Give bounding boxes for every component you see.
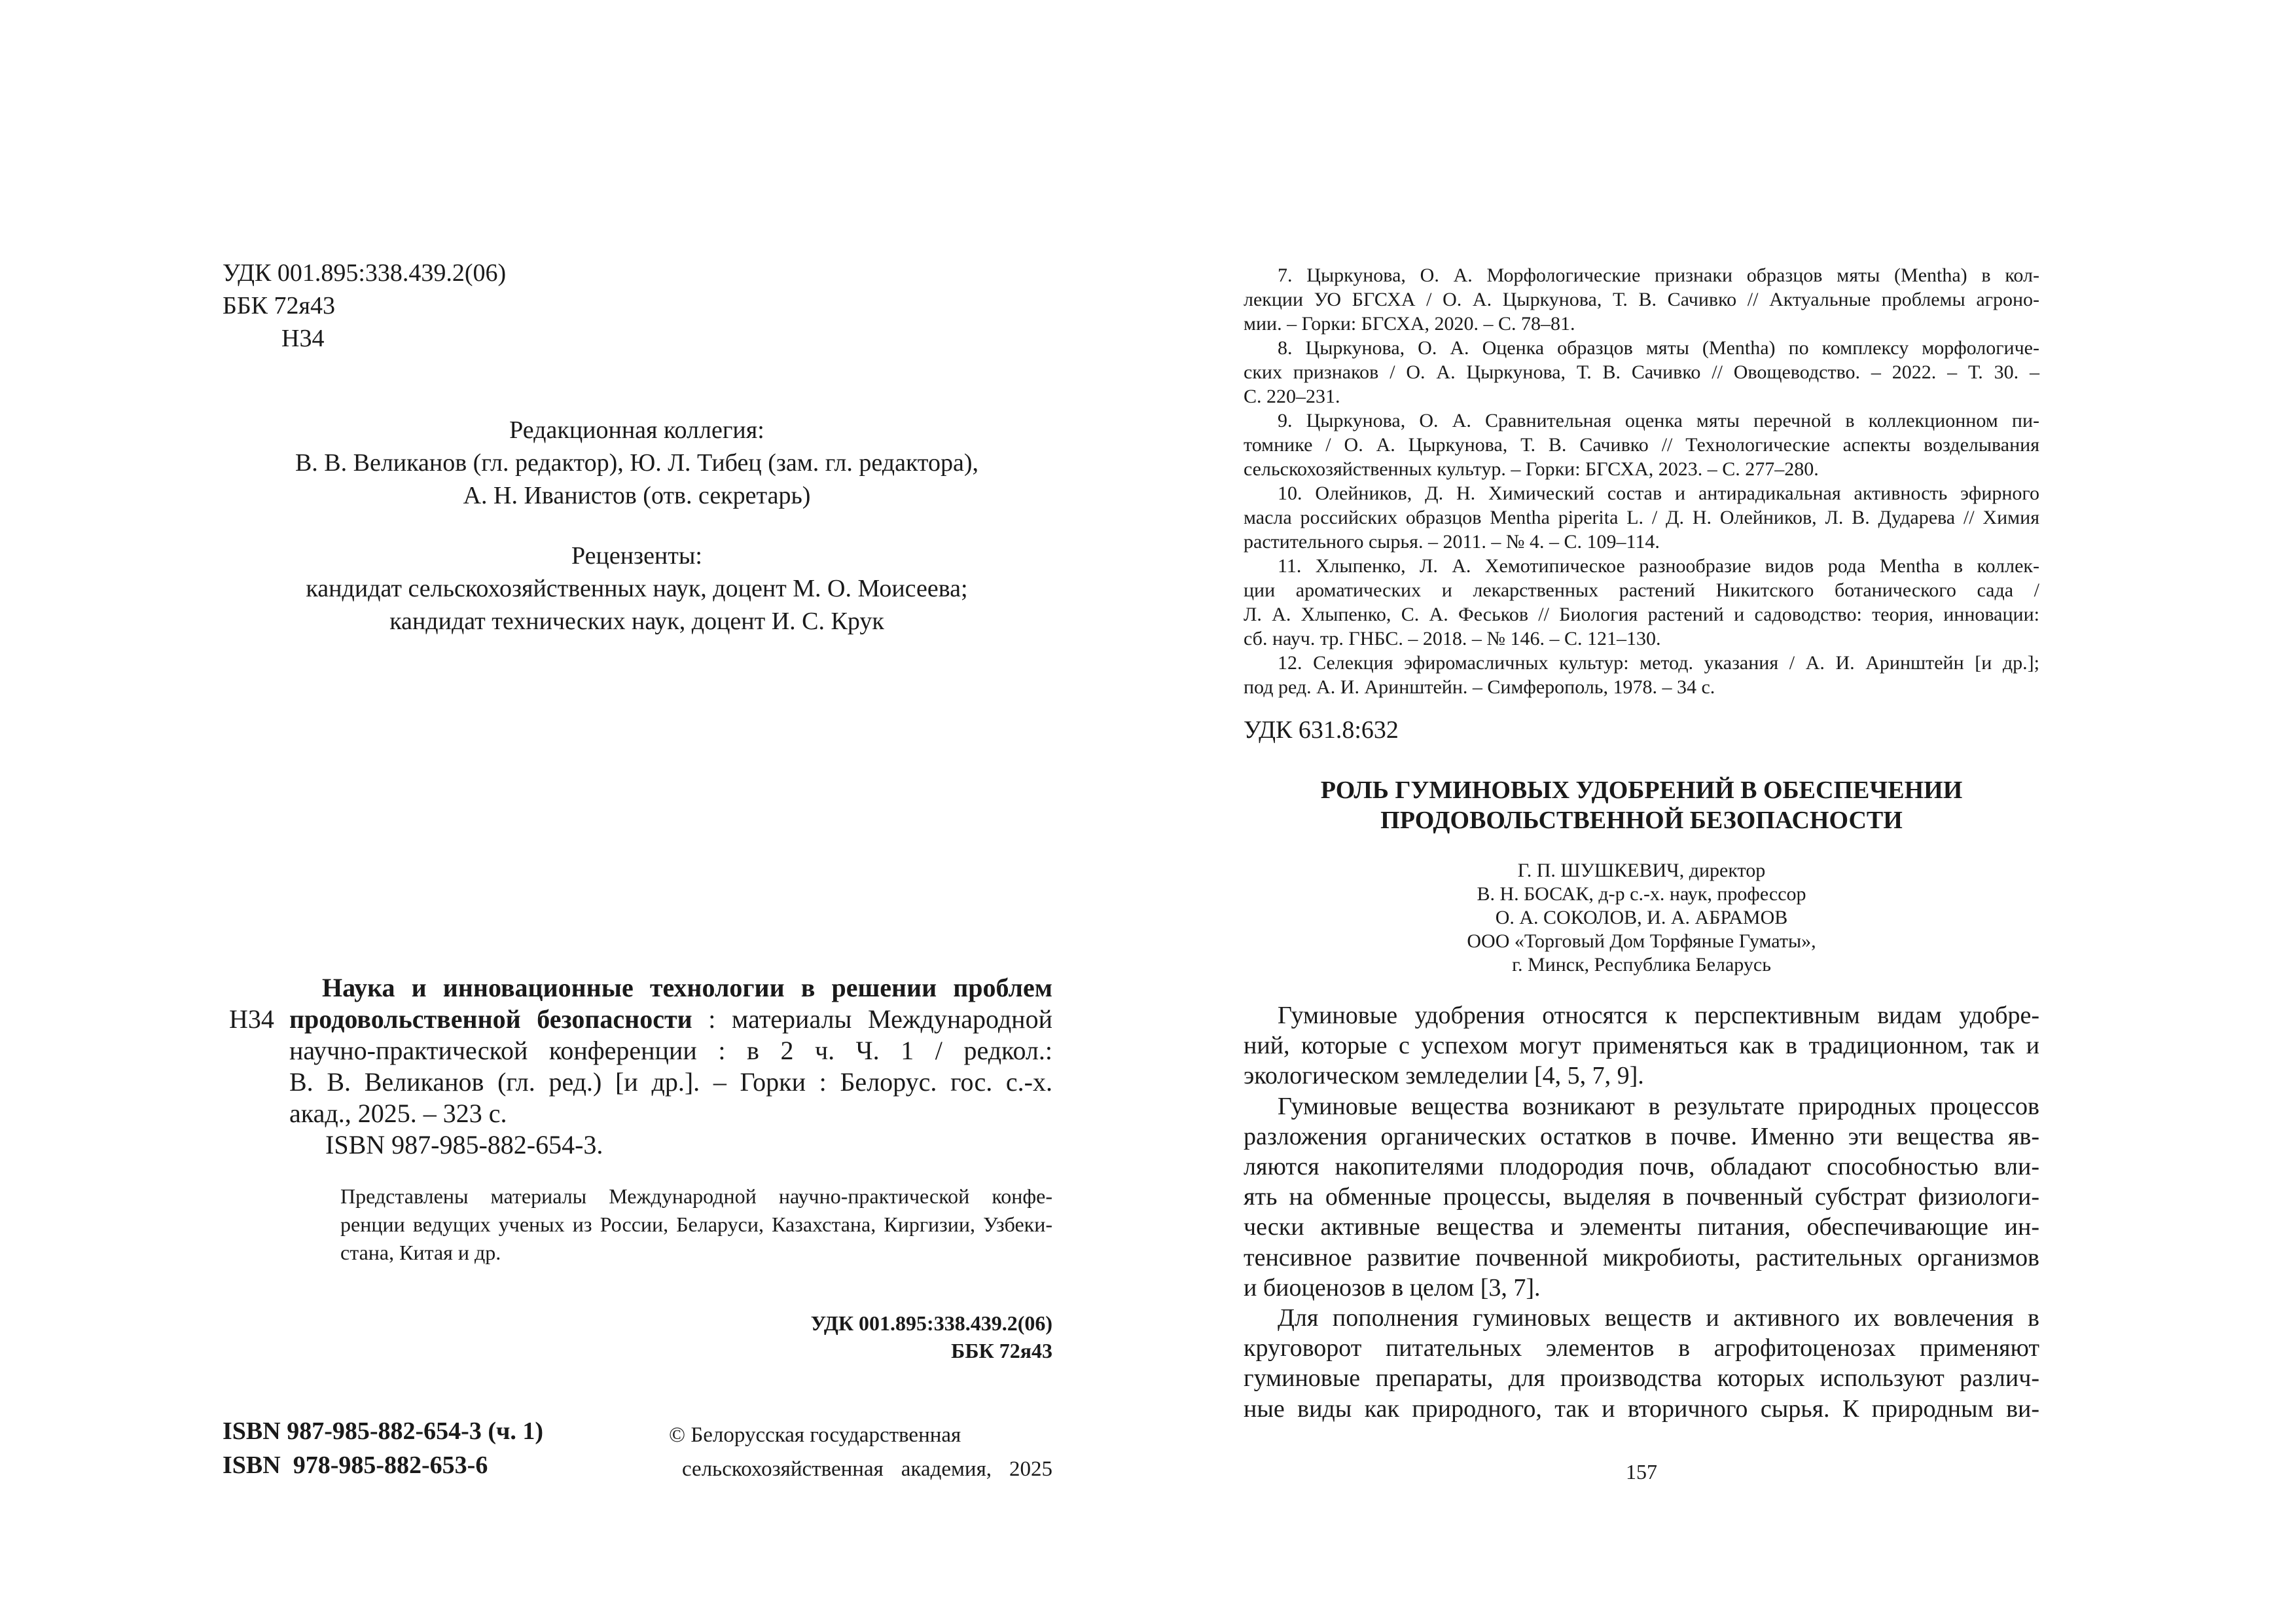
author-line: О. А. СОКОЛОВ, И. А. АБРАМОВ bbox=[1495, 907, 1788, 928]
reference-line: сельскохозяйственных культур. – Горки: БГСХА, 2023. – С. 277–280. bbox=[1244, 458, 1819, 480]
page-number: 157 bbox=[1626, 1460, 1657, 1484]
body-line: ний, которые с успехом могут применяться как в традиционном, так и bbox=[1244, 1032, 2039, 1060]
author-role: , д-р с.-х. наук, профессор bbox=[1588, 883, 1806, 905]
copyright-line: сельскохозяйственная академия, 2025 bbox=[682, 1457, 1052, 1481]
author-line bbox=[1244, 859, 2039, 883]
board-line: А. Н. Иванистов (отв. секретарь) bbox=[463, 482, 811, 509]
article-authors bbox=[1244, 859, 2039, 977]
reference-line: 9. Цыркунова, О. А. Сравнительная оценка мяты перечной в коллекционном пи- bbox=[1278, 410, 2039, 431]
annotation-line: стана, Китая и др. bbox=[340, 1241, 501, 1264]
reference-line: 8. Цыркунова, О. А. Оценка образцов мяты (Mentha) по комплексу морфологиче- bbox=[1278, 337, 2039, 359]
article-body bbox=[1244, 1000, 2039, 1424]
author-mark: Н34 bbox=[281, 325, 325, 352]
annotation-line: Представлены материалы Международной научно-практической конфе- bbox=[340, 1184, 1052, 1208]
reference-line: лекции УО БГСХА / О. А. Цыркунова, Т. В. Сачивко // Актуальные проблемы агроно- bbox=[1244, 289, 2039, 310]
article-udk: УДК 631.8:632 bbox=[1244, 716, 1399, 744]
copyright-line: © Белорусская государственная bbox=[669, 1423, 961, 1447]
body-line: чески активные вещества и элементы питания, обеспечивающие ин- bbox=[1244, 1213, 2039, 1241]
annotation-line: ренции ведущих ученых из России, Беларуси, Казахстана, Киргизии, Узбеки- bbox=[340, 1213, 1052, 1236]
copyright bbox=[669, 1418, 1052, 1486]
reference-line: под ред. А. И. Аринштейн. – Симферополь, 1978. – 34 с. bbox=[1244, 676, 1715, 698]
entry-line: В. В. Великанов (гл. ред.) [и др.]. – Горки : Белорус. гос. с.-х. bbox=[289, 1067, 1052, 1097]
body-line: гуминовые препараты, для производства которых используют различ- bbox=[1244, 1364, 2039, 1393]
reviewers-heading: Рецензенты: bbox=[571, 542, 702, 570]
article-title-line: РОЛЬ ГУМИНОВЫХ УДОБРЕНИЙ В ОБЕСПЕЧЕНИИ bbox=[1320, 776, 1963, 804]
reviewer-line: кандидат технических наук, доцент И. С. Крук bbox=[389, 608, 884, 635]
author-affiliation: ООО «Торговый Дом Торфяные Гуматы», bbox=[1467, 930, 1816, 952]
board-line: В. В. Великанов (гл. редактор), Ю. Л. Тибец (зам. гл. редактора), bbox=[295, 449, 979, 477]
body-line: круговорот питательных элементов в агрофитоценозах применяют bbox=[1244, 1334, 2039, 1362]
reference-line: 12. Селекция эфиромасличных культур: метод. указания / А. И. Аринштейн [и др.]; bbox=[1278, 652, 2039, 674]
reference-line: мии. – Горки: БГСХА, 2020. – С. 78–81. bbox=[1244, 313, 1575, 335]
author-city: г. Минск, Республика Беларусь bbox=[1512, 954, 1771, 976]
bbk-code-bottom: ББК 72я43 bbox=[951, 1339, 1052, 1362]
reference-item bbox=[1244, 651, 2039, 699]
reference-line: 11. Хлыпенко, Л. А. Хемотипическое разнообразие видов рода Mentha в коллек- bbox=[1278, 555, 2039, 577]
udk-code: УДК 001.895:338.439.2(06) bbox=[223, 259, 507, 287]
body-line: ные виды как природного, так и вторичного сырья. К природным ви- bbox=[1244, 1395, 2039, 1423]
udk-bbk-header bbox=[223, 257, 506, 355]
reference-line: 10. Олейников, Д. Н. Химический состав и антирадикальная активность эфирного bbox=[1278, 483, 2039, 504]
author-name: В. Н. БОСАК bbox=[1477, 883, 1589, 905]
reviewers bbox=[223, 539, 1051, 638]
bbk-code: ББК 72я43 bbox=[223, 292, 335, 319]
bibliographic-entry bbox=[289, 972, 1052, 1161]
reference-line: С. 220–231. bbox=[1244, 386, 1340, 407]
reviewer-line: кандидат сельскохозяйственных наук, доцент М. О. Моисеева; bbox=[306, 575, 968, 602]
udk-bbk-footer bbox=[589, 1309, 1052, 1364]
body-line: тенсивное развитие почвенной микробиоты, растительных организмов bbox=[1244, 1243, 2039, 1271]
paragraph bbox=[1244, 1091, 2039, 1303]
entry-line: научно-практической конференции : в 2 ч. Ч. 1 / редкол.: bbox=[289, 1036, 1052, 1065]
body-line: разложения органических остатков в почве. Именно эти вещества яв- bbox=[1244, 1122, 2039, 1150]
editorial-board bbox=[223, 414, 1051, 512]
entry-line bbox=[289, 1004, 1052, 1035]
body-line: Гуминовые удобрения относятся к перспективным видам удобре- bbox=[1278, 1002, 2039, 1029]
reference-item bbox=[1244, 263, 2039, 336]
reference-line: растительного сырья. – 2011. – № 4. – С. 109–114. bbox=[1244, 531, 1660, 553]
article-title-line: ПРОДОВОЛЬСТВЕННОЙ БЕЗОПАСНОСТИ bbox=[1380, 807, 1903, 834]
entry-isbn: ISBN 987-985-882-654-3. bbox=[325, 1130, 603, 1159]
reference-item bbox=[1244, 336, 2039, 409]
reference-line: сб. науч. тр. ГНБС. – 2018. – № 146. – С. 121–130. bbox=[1244, 628, 1661, 649]
reference-item bbox=[1244, 481, 2039, 554]
body-line: Для пополнения гуминовых веществ и активного их вовлечения в bbox=[1278, 1304, 2039, 1332]
reference-line: ции ароматических и лекарственных растений Никитского ботанического сада / bbox=[1244, 579, 2039, 601]
reference-line: масла российских образцов Mentha piperita L. / Д. Н. Олейников, Л. В. Дударева // Химия bbox=[1244, 507, 2039, 528]
body-line: экологическом земледелии [4, 5, 7, 9]. bbox=[1244, 1062, 1644, 1090]
paragraph bbox=[1244, 1000, 2039, 1091]
reference-item bbox=[1244, 554, 2039, 651]
udk-code-bottom: УДК 001.895:338.439.2(06) bbox=[810, 1311, 1052, 1335]
article-title bbox=[1244, 775, 2039, 835]
body-line: Гуминовые вещества возникают в результате природных процессов bbox=[1278, 1092, 2039, 1120]
isbn-part1: ISBN 987-985-882-654-3 (ч. 1) bbox=[223, 1417, 544, 1445]
entry-title-bold: продовольственной безопасности bbox=[289, 1004, 692, 1034]
body-line: и биоценозов в целом [3, 7]. bbox=[1244, 1273, 1541, 1302]
entry-author-mark: Н34 bbox=[229, 1004, 274, 1034]
reference-item bbox=[1244, 409, 2039, 481]
annotation bbox=[340, 1182, 1052, 1267]
reference-line: томнике / О. А. Цыркунова, Т. В. Сачивко // Технологические аспекты возделывания bbox=[1244, 434, 2039, 456]
author-name: Г. П. ШУШКЕВИЧ bbox=[1517, 860, 1679, 881]
paragraph bbox=[1244, 1303, 2039, 1424]
author-role: , директор bbox=[1679, 860, 1766, 881]
isbn-block bbox=[223, 1414, 543, 1482]
body-line: ять на обменные процессы, выделяя в почвенный субстрат физиологи- bbox=[1244, 1183, 2039, 1211]
reference-line: Л. А. Хлыпенко, С. А. Феськов // Биология растений и садоводство: теория, инновации: bbox=[1244, 604, 2039, 625]
isbn-full: ISBN 978-985-882-653-6 bbox=[223, 1451, 488, 1479]
board-heading: Редакционная коллегия: bbox=[509, 416, 764, 444]
author-line bbox=[1244, 883, 2039, 906]
reference-list bbox=[1244, 263, 2039, 699]
entry-title-rest: : материалы Международной bbox=[692, 1004, 1052, 1034]
entry-title-line: Наука и инновационные технологии в решении проблем bbox=[322, 973, 1052, 1002]
body-line: ляются накопителями плодородия почв, обладают способностью вли- bbox=[1244, 1153, 2039, 1181]
reference-line: 7. Цыркунова, О. А. Морфологические признаки образцов мяты (Mentha) в кол- bbox=[1278, 264, 2039, 286]
reference-line: ских признаков / О. А. Цыркунова, Т. В. Сачивко // Овощеводство. – 2022. – Т. 30. – bbox=[1244, 361, 2039, 383]
entry-line: акад., 2025. – 323 с. bbox=[289, 1099, 507, 1128]
